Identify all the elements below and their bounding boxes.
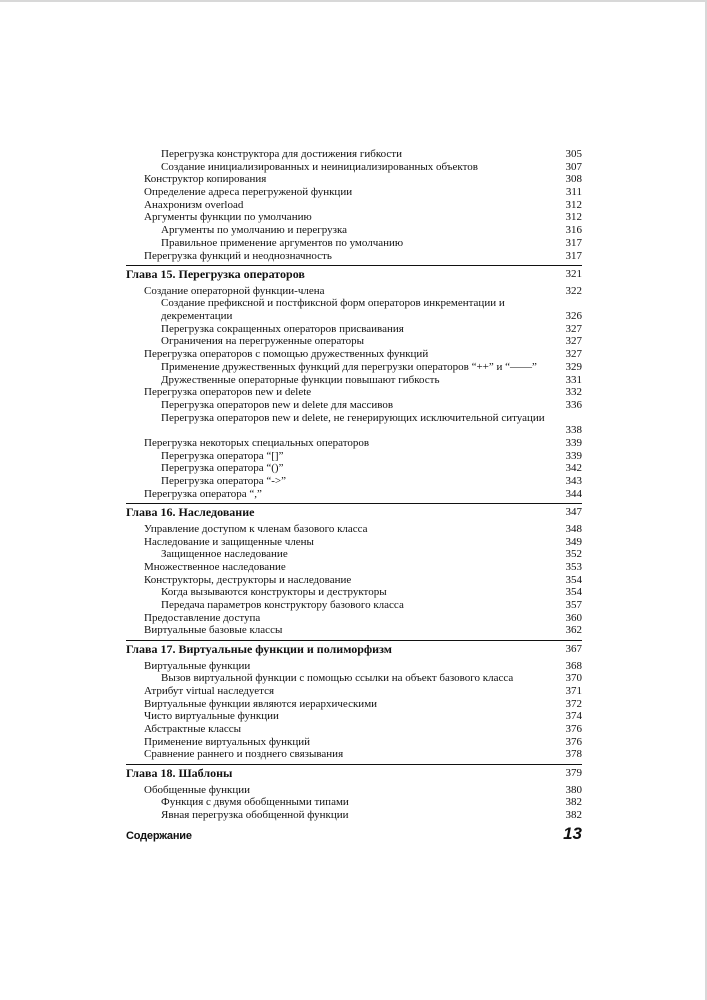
entry-title: Множественное наследование — [144, 560, 286, 573]
entry-page-number: 382 — [565, 808, 582, 821]
entry-title: Перегрузка некоторых специальных операторов — [144, 436, 370, 449]
entry-page-number: 371 — [565, 684, 582, 697]
entry-page-number: 312 — [565, 198, 582, 211]
toc-entry[interactable] — [126, 698, 582, 711]
entry-page-number: 347 — [565, 505, 582, 518]
entry-title: Виртуальные функции — [144, 659, 251, 672]
entry-page-number: 362 — [565, 624, 582, 637]
entry-page-number: 338 — [565, 424, 582, 437]
entry-title: Управление доступом к членам базового класса — [144, 522, 368, 535]
toc-subentry[interactable] — [126, 361, 582, 374]
toc-entry[interactable] — [126, 710, 582, 723]
toc-entry[interactable] — [126, 748, 582, 761]
page-number: 13 — [563, 824, 582, 843]
entry-page-number: 380 — [565, 783, 582, 796]
entry-title: Функция с двумя обобщенными типами — [161, 796, 349, 809]
entry-title: Перегрузка операторов new и delete, не генерирующих исключительной ситуации — [161, 411, 545, 424]
entry-title: Вызов виртуальной функции с помощью ссылки на объект базового класса — [161, 672, 514, 685]
toc-entry[interactable] — [126, 523, 582, 536]
entry-title: Конструктор копирования — [144, 173, 267, 186]
toc-entry[interactable] — [126, 624, 582, 637]
entry-page-number: 379 — [565, 766, 582, 779]
toc-entry[interactable] — [126, 488, 582, 501]
entry-title: Наследование и защищенные члены — [144, 535, 314, 548]
entry-page-number: 308 — [565, 173, 582, 186]
toc-subentry[interactable] — [126, 335, 582, 348]
toc-entry[interactable] — [126, 285, 582, 298]
entry-page-number: 376 — [565, 735, 582, 748]
entry-title: Создание префиксной и постфиксной форм операторов инкрементации и декрементации — [161, 297, 505, 323]
entry-title: Передача параметров конструктору базового класса — [161, 599, 404, 612]
entry-page-number: 307 — [565, 160, 582, 173]
entry-title: Перегрузка оператора “()” — [161, 462, 284, 475]
toc-entry[interactable] — [126, 211, 582, 224]
entry-page-number: 348 — [565, 522, 582, 535]
entry-page-number: 344 — [565, 487, 582, 500]
entry-page-number: 317 — [565, 236, 582, 249]
entry-title: Анахронизм overload — [144, 198, 244, 211]
toc-subentry[interactable] — [126, 399, 582, 412]
chapter-title: Глава 16. Наследование — [126, 504, 255, 519]
entry-title: Виртуальные функции являются иерархическими — [144, 697, 378, 710]
entry-title: Виртуальные базовые классы — [144, 624, 283, 637]
entry-page-number: 342 — [565, 462, 582, 475]
running-footer-title: Содержание — [126, 830, 192, 842]
entry-page-number: 329 — [565, 360, 582, 373]
entry-title: Перегрузка сокращенных операторов присваивания — [161, 322, 404, 335]
chapter-heading[interactable] — [126, 503, 582, 521]
toc-entry[interactable] — [126, 173, 582, 186]
entry-page-number: 331 — [565, 373, 582, 386]
toc-subentry[interactable] — [126, 809, 582, 822]
entry-page-number: 367 — [565, 642, 582, 655]
chapter-title: Глава 17. Виртуальные функции и полиморфизм — [126, 641, 392, 656]
entry-title: Применение дружественных функций для перегрузки операторов “++” и “——” — [161, 360, 537, 373]
toc-entry[interactable] — [126, 186, 582, 199]
toc-subentry[interactable] — [126, 462, 582, 475]
entry-page-number: 312 — [565, 211, 582, 224]
toc-subentry[interactable] — [126, 237, 582, 250]
toc-subentry[interactable] — [126, 224, 582, 237]
toc-entry[interactable] — [126, 386, 582, 399]
toc-subentry[interactable] — [126, 323, 582, 336]
chapter-heading[interactable] — [126, 764, 582, 782]
page-edge-top — [0, 0, 707, 2]
toc-entry[interactable] — [126, 536, 582, 549]
toc-subentry[interactable] — [126, 161, 582, 174]
entry-page-number: 336 — [565, 398, 582, 411]
entry-title: Сравнение раннего и позднего связывания — [144, 748, 344, 761]
toc-entry[interactable] — [126, 561, 582, 574]
entry-title: Обобщенные функции — [144, 783, 251, 796]
entry-title: Явная перегрузка обобщенной функции — [161, 808, 349, 821]
chapter-title: Глава 18. Шаблоны — [126, 765, 233, 780]
entry-page-number: 339 — [565, 449, 582, 462]
entry-page-number: 357 — [565, 599, 582, 612]
entry-page-number: 352 — [565, 548, 582, 561]
toc-subentry[interactable] — [126, 412, 582, 437]
entry-title: Чисто виртуальные функции — [144, 710, 279, 723]
entry-title: Предоставление доступа — [144, 611, 261, 624]
toc-subentry[interactable] — [126, 148, 582, 161]
chapter-title: Глава 15. Перегрузка операторов — [126, 266, 305, 281]
toc-entry[interactable] — [126, 437, 582, 450]
entry-page-number: 326 — [565, 310, 582, 323]
entry-page-number: 382 — [565, 796, 582, 809]
entry-page-number: 321 — [565, 267, 582, 280]
entry-title: Перегрузка оператора “[]” — [161, 449, 284, 462]
entry-page-number: 378 — [565, 748, 582, 761]
chapter-heading[interactable] — [126, 265, 582, 283]
entry-title: Перегрузка операторов с помощью дружественных функций — [144, 348, 429, 361]
entry-page-number: 354 — [565, 586, 582, 599]
entry-title: Абстрактные классы — [144, 723, 241, 736]
toc-subentry[interactable] — [126, 475, 582, 488]
entry-page-number: 349 — [565, 535, 582, 548]
entry-page-number: 370 — [565, 672, 582, 685]
entry-title: Применение виртуальных функций — [144, 735, 311, 748]
entry-page-number: 327 — [565, 322, 582, 335]
entry-page-number: 339 — [565, 436, 582, 449]
entry-page-number: 353 — [565, 560, 582, 573]
chapter-heading[interactable] — [126, 640, 582, 658]
entry-title: Правильное применение аргументов по умолчанию — [161, 236, 404, 249]
toc-subentry[interactable] — [126, 374, 582, 387]
entry-title: Перегрузка оператора “->” — [161, 475, 287, 488]
entry-title: Защищенное наследование — [161, 548, 288, 561]
entry-title: Перегрузка оператора “,” — [144, 487, 262, 500]
entry-title: Аргументы функции по умолчанию — [144, 211, 312, 224]
toc-entry[interactable] — [126, 348, 582, 361]
toc-entry[interactable] — [126, 736, 582, 749]
entry-title: Определение адреса перегруженой функции — [144, 186, 353, 199]
toc-subentry[interactable] — [126, 672, 582, 685]
entry-title: Создание операторной функции-члена — [144, 284, 325, 297]
entry-title: Атрибут virtual наследуется — [144, 684, 275, 697]
entry-page-number: 332 — [565, 386, 582, 399]
entry-page-number: 327 — [565, 335, 582, 348]
toc-entry[interactable] — [126, 574, 582, 587]
entry-title: Когда вызываются конструкторы и деструкторы — [161, 586, 387, 599]
toc-entry[interactable] — [126, 250, 582, 263]
entry-title: Аргументы по умолчанию и перегрузка — [161, 224, 348, 237]
entry-title: Ограничения на перегруженные операторы — [161, 335, 365, 348]
entry-page-number: 317 — [565, 249, 582, 262]
toc-entry[interactable] — [126, 199, 582, 212]
toc-subentry[interactable] — [126, 297, 582, 322]
entry-title: Перегрузка операторов new и delete для массивов — [161, 398, 394, 411]
toc-subentry[interactable] — [126, 796, 582, 809]
table-of-contents — [126, 148, 582, 822]
entry-page-number: 376 — [565, 723, 582, 736]
toc-entry[interactable] — [126, 685, 582, 698]
entry-page-number: 316 — [565, 224, 582, 237]
entry-title: Создание инициализированных и неинициализированных объектов — [161, 160, 478, 173]
entry-page-number: 322 — [565, 284, 582, 297]
toc-subentry[interactable] — [126, 586, 582, 599]
entry-page-number: 327 — [565, 348, 582, 361]
entry-page-number: 311 — [565, 186, 582, 199]
entry-page-number: 305 — [565, 148, 582, 160]
toc-entry[interactable] — [126, 612, 582, 625]
entry-title: Перегрузка операторов new и delete — [144, 386, 312, 399]
entry-title: Перегрузка функций и неоднозначность — [144, 249, 332, 262]
entry-page-number: 360 — [565, 611, 582, 624]
entry-page-number: 368 — [565, 659, 582, 672]
toc-entry[interactable] — [126, 723, 582, 736]
entry-page-number: 343 — [565, 475, 582, 488]
toc-subentry[interactable] — [126, 548, 582, 561]
entry-title: Дружественные операторные функции повышают гибкость — [161, 373, 440, 386]
entry-page-number: 372 — [565, 697, 582, 710]
toc-entry[interactable] — [126, 784, 582, 797]
entry-title: Перегрузка конструктора для достижения гибкости — [161, 148, 402, 160]
toc-entry[interactable] — [126, 660, 582, 673]
entry-title: Конструкторы, деструкторы и наследование — [144, 573, 352, 586]
toc-subentry[interactable] — [126, 599, 582, 612]
entry-page-number: 354 — [565, 573, 582, 586]
toc-subentry[interactable] — [126, 450, 582, 463]
entry-page-number: 374 — [565, 710, 582, 723]
